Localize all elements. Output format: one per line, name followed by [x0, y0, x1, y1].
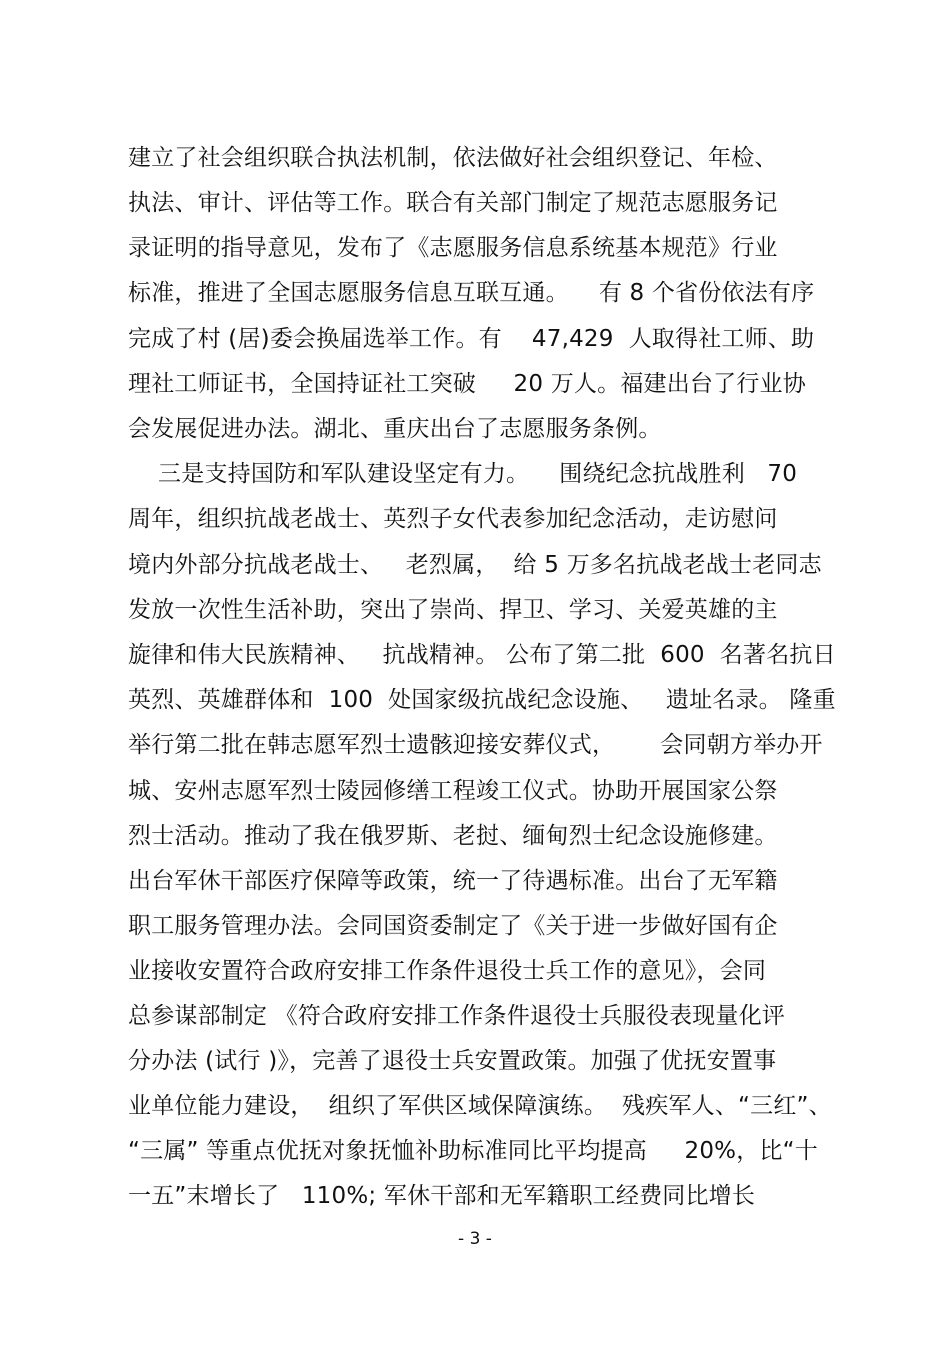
text-line: 完成了村 (居)委会换届选举工作。有 47,429 人取得社工师、助 [128, 326, 815, 352]
text-line: 业接收安置符合政府安排工作条件退役士兵工作的意见》，会同 [128, 958, 767, 984]
text-line: 一五”末增长了 110%; 军休干部和无军籍职工经费同比增长 [128, 1183, 756, 1209]
text-line: 执法、审计、评估等工作。联合有关部门制定了规范志愿服务记 [128, 190, 778, 216]
text-line: 业单位能力建设， 组织了军供区域保障演练。 残疾军人、“三红”、 [128, 1093, 832, 1119]
text-line: 境内外部分抗战老战士、 老烈属， 给 5 万多名抗战老战士老同志 [128, 552, 822, 578]
text-line: 三是支持国防和军队建设坚定有力。 围绕纪念抗战胜利 70 [128, 461, 798, 487]
text-line: 录证明的指导意见，发布了《志愿服务信息系统基本规范》行业 [128, 235, 778, 261]
text-line: 举行第二批在韩志愿军烈士遗骸迎接安葬仪式， 会同朝方举办开 [128, 732, 823, 758]
text-line: 理社工师证书，全国持证社工突破 20 万人。福建出台了行业协 [128, 371, 806, 397]
text-line: 发放一次性生活补助，突出了崇尚、捍卫、学习、关爱英雄的主 [128, 597, 778, 623]
text-line: 建立了社会组织联合执法机制，依法做好社会组织登记、年检、 [128, 145, 778, 171]
text-line: 分办法 (试行 )》，完善了退役士兵安置政策。加强了优抚安置事 [128, 1048, 777, 1074]
text-line: 旋律和伟大民族精神、 抗战精神。 公布了第二批 600 名著名抗日 [128, 642, 836, 668]
text-line: 出台军休干部医疗保障等政策，统一了待遇标准。出台了无军籍 [128, 868, 778, 894]
text-line: “三属” 等重点优抚对象抚恤补助标准同比平均提高 20%，比“十 [128, 1138, 818, 1164]
text-line: 英烈、英雄群体和 100 处国家级抗战纪念设施、 遗址名录。 隆重 [128, 687, 836, 713]
text-line: 总参谋部制定 《符合政府安排工作条件退役士兵服役表现量化评 [128, 1003, 786, 1029]
text-line: 烈士活动。推动了我在俄罗斯、老挝、缅甸烈士纪念设施修建。 [128, 823, 778, 849]
page-number: - 3 - [458, 1229, 492, 1249]
text-line: 标准，推进了全国志愿服务信息互联互通。 有 8 个省份依法有序 [128, 280, 815, 306]
text-line: 会发展促进办法。湖北、重庆出台了志愿服务条例。 [128, 416, 662, 442]
text-line: 城、安州志愿军烈士陵园修缮工程竣工仪式。协助开展国家公祭 [128, 778, 778, 804]
text-line: 职工服务管理办法。会同国资委制定了《关于进一步做好国有企 [128, 913, 778, 939]
text-line: 周年，组织抗战老战士、英烈子女代表参加纪念活动，走访慰问 [128, 506, 778, 532]
